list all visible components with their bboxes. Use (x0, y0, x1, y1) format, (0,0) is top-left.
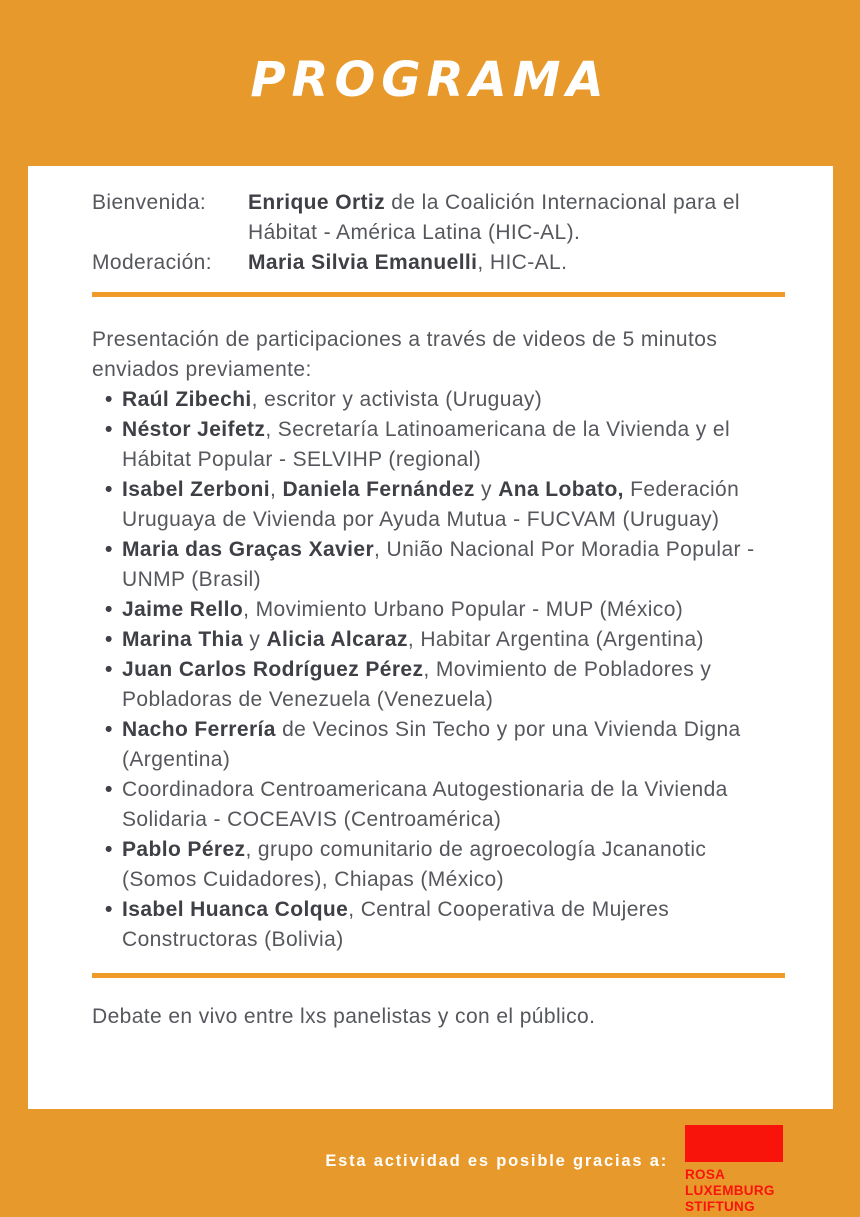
logo-text-line: LUXEMBURG (685, 1183, 775, 1198)
participant-item (92, 895, 785, 955)
participant-item (92, 835, 785, 895)
participant-name: Juan Carlos Rodríguez Pérez (122, 658, 424, 681)
page-title: PROGRAMA (250, 52, 610, 108)
participant-name: Daniela Fernández (282, 478, 475, 501)
participant-item (92, 625, 785, 655)
text-segment: y (474, 478, 499, 501)
presentation-intro: Presentación de participaciones a través de videos de 5 minutos enviados previamente: (92, 328, 718, 381)
text-segment: , HIC-AL. (477, 251, 568, 274)
participant-item (92, 715, 785, 775)
text-segment: , Secretaría Latinoamericana de la Vivienda y el Hábitat Popular - SELVIHP (regional) (122, 418, 731, 471)
text-segment: , Movimiento de Pobladores y Pobladoras de Venezuela (Venezuela) (122, 658, 712, 711)
text-segment: de Vecinos Sin Techo y por una Vivienda Digna (Argentina) (122, 718, 741, 771)
text-segment: , escritor y activista (Uruguay) (251, 388, 543, 411)
participant-name: Isabel Huanca Colque (122, 898, 349, 921)
welcome-row (92, 248, 785, 278)
text-segment: Coordinadora Centroamericana Autogestionaria de la Vivienda Solidaria - COCEAVIS (Centroamérica) (122, 778, 728, 831)
welcome-row-label: Moderación: (92, 251, 212, 274)
participant-name: Pablo Pérez (122, 838, 246, 861)
section-divider-bottom (92, 973, 785, 978)
text-segment: de la Coalición Internacional para el Hábitat - América Latina (HIC-AL). (248, 191, 740, 244)
participant-name: Raúl Zibechi (122, 388, 252, 411)
participant-name: Maria Silvia Emanuelli (248, 251, 478, 274)
logo-text-line: STIFTUNG (685, 1199, 755, 1214)
logo-text-line: ROSA (685, 1167, 726, 1182)
logo-red-rectangle (685, 1125, 783, 1162)
participant-name: Isabel Zerboni (122, 478, 270, 501)
participant-item (92, 415, 785, 475)
welcome-section (92, 188, 785, 278)
participants-list (92, 385, 785, 955)
welcome-row-value (248, 188, 785, 248)
rosa-luxemburg-stiftung-logo (685, 1125, 805, 1215)
participant-item (92, 595, 785, 625)
welcome-row-value (248, 248, 785, 278)
text-segment: , grupo comunitario de agroecología Jcananotic (Somos Cuidadores), Chiapas (México) (122, 838, 707, 891)
credit-text: Esta actividad es posible gracias a: (325, 1152, 668, 1170)
participant-name: Maria das Graças Xavier (122, 538, 375, 561)
text-segment: Federación Uruguaya de Vivienda por Ayuda Mutua - FUCVAM (Uruguay) (122, 478, 740, 531)
participant-name: Alicia Alcaraz (266, 628, 408, 651)
logo-wordmark (685, 1167, 805, 1215)
program-card (28, 166, 833, 1109)
participant-name: Marina Thia (122, 628, 244, 651)
participant-name: Ana Lobato, (498, 478, 624, 501)
text-segment: , (269, 478, 283, 501)
participant-item (92, 535, 785, 595)
participant-name: Nacho Ferrería (122, 718, 276, 741)
participant-name: Jaime Rello (122, 598, 244, 621)
text-segment: , União Nacional Por Moradia Popular - UNMP (Brasil) (122, 538, 755, 591)
text-segment: , Habitar Argentina (Argentina) (407, 628, 704, 651)
participant-name: Néstor Jeifetz (122, 418, 266, 441)
section-divider-top (92, 292, 785, 297)
participant-item (92, 475, 785, 535)
text-segment: y (243, 628, 267, 651)
text-segment: , Central Cooperativa de Mujeres Constructoras (Bolivia) (122, 898, 670, 951)
participant-item (92, 655, 785, 715)
participant-item (92, 775, 785, 835)
welcome-row (92, 188, 785, 248)
debate-text: Debate en vivo entre lxs panelistas y con el público. (92, 1005, 596, 1028)
participant-name: Enrique Ortiz (248, 191, 386, 214)
text-segment: , Movimiento Urbano Popular - MUP (México) (243, 598, 684, 621)
participant-item (92, 385, 785, 415)
welcome-row-label: Bienvenida: (92, 191, 207, 214)
